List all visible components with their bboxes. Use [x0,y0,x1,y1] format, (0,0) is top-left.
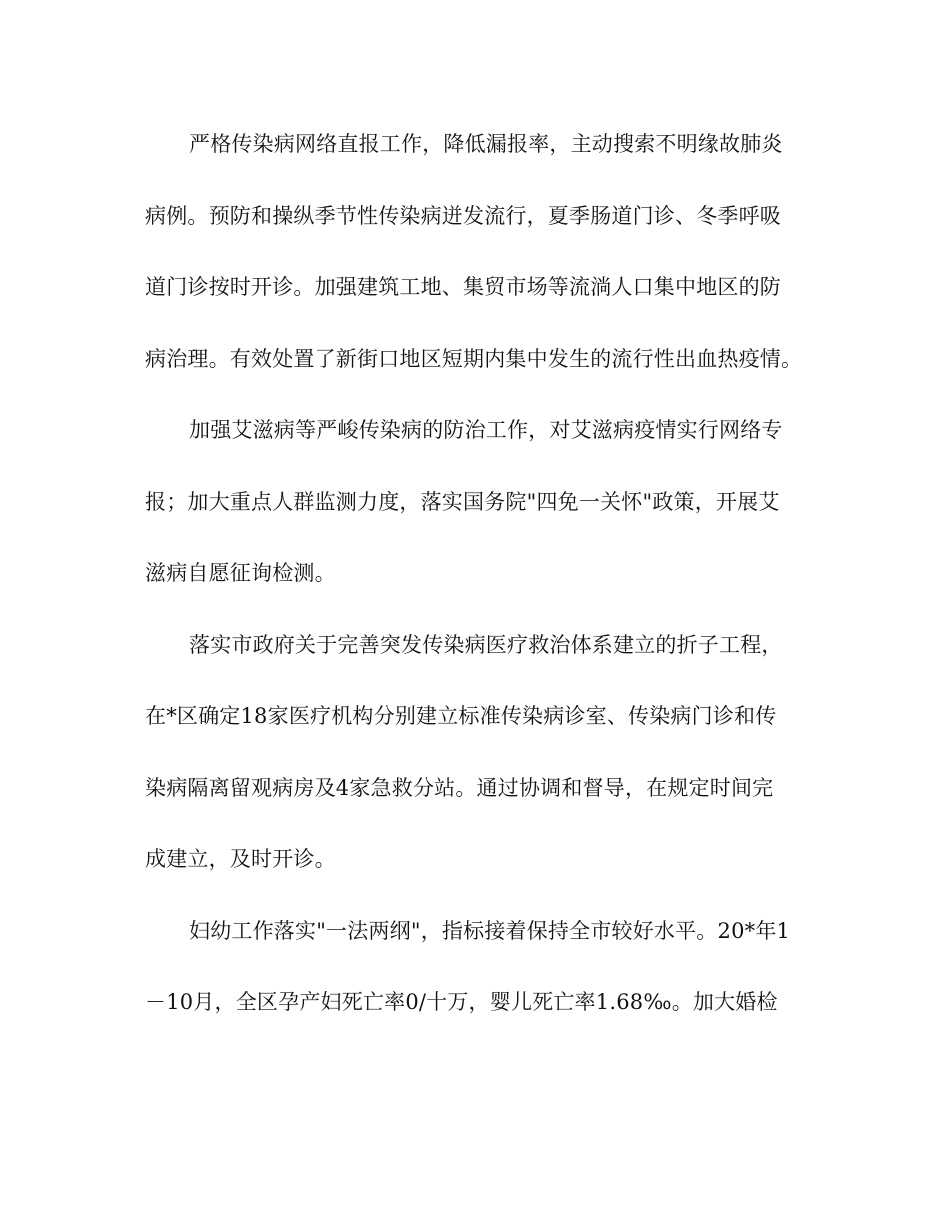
paragraph-line: 在*区确定18家医疗机构分别建立标准传染病诊室、传染病门诊和传 [145,704,777,728]
paragraph-line: 道门诊按时开诊。加强建筑工地、集贸市场等流淌人口集中地区的防 [145,275,781,299]
paragraph-line: 滋病自愿征询检测。 [145,561,336,585]
paragraph-line: 染病隔离留观病房及4家急救分站。通过协调和督导，在规定时间完 [145,775,774,800]
paragraph-line: 妇幼工作落实"一法两纲"，指标接着保持全市较好水平。20*年1 [189,918,791,943]
paragraph-line: 严格传染病网络直报工作，降低漏报率，主动搜索不明缘故肺炎 [189,132,783,156]
paragraph-line: 落实市政府关于完善突发传染病医疗救治体系建立的折子工程， [189,632,783,657]
paragraph-line: 病治理。有效处置了新街口地区短期内集中发生的流行性出血热疫情。 [145,346,803,371]
paragraph-line: 加强艾滋病等严峻传染病的防治工作，对艾滋病疫情实行网络专 [189,418,783,442]
paragraph-line: 成建立，及时开诊。 [145,847,336,871]
paragraph-line: 病例。预防和操纵季节性传染病迸发流行，夏季肠道门诊、冬季呼吸 [145,203,781,228]
paragraph-line: －10月，全区孕产妇死亡率0/十万，婴儿死亡率1.68‰。加大婚检 [145,990,778,1014]
paragraph-line: 报；加大重点人群监测力度，落实国务院"四免一关怀"政策，开展艾 [145,489,780,514]
document-body [145,120,805,1050]
